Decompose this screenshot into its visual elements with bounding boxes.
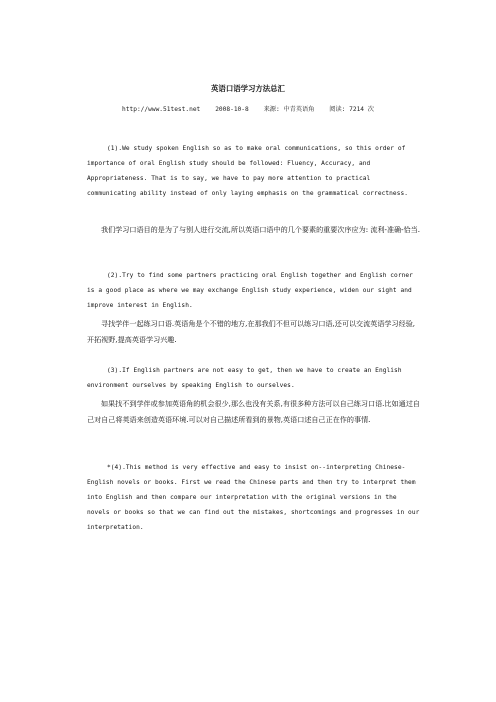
paragraph-text: (1).We study spoken English so as to make oral communications, so this order of importance of oral English study should be followed: Fluency, Accuracy, and Appropriateness. That is to say, we have to pay more attention to practical communicating ability instead of only laying emphasis on the grammatical correctness. bbox=[87, 145, 409, 197]
page-title: 英语口语学习方法总汇 bbox=[211, 84, 285, 93]
paragraph-text: 寻找学伴一起练习口语.英语角是个不错的地方,在那我们不但可以练习口语,还可以交流英语学习经验,开拓视野,提高英语学习兴趣. bbox=[87, 319, 416, 344]
paragraph-text: *(4).This method is very effective and easy to insist on--interpreting Chinese-English novels or books. First we read the Chinese parts and then try to interpret them into English and then compare our interpretation with the original versions in the novels or books so that we can find out the mistakes, shortcomings and progresses in our interpretation. bbox=[87, 464, 420, 531]
view-count: 阅读: 7214 次 bbox=[329, 106, 374, 113]
publish-date: 2008-10-8 bbox=[215, 106, 249, 113]
paragraph-1-en bbox=[87, 141, 422, 201]
paragraph-3-zh bbox=[87, 396, 422, 427]
paragraph-3-en bbox=[87, 363, 422, 393]
paragraph-1-zh bbox=[87, 222, 422, 238]
paragraph-text: (2).Try to find some partners practicing oral English together and English corner is a good place as where we may exchange English study experience, widen our sight and improve interest in English. bbox=[87, 272, 413, 309]
paragraph-text: 如果找不到学伴或参加英语角的机会很少,那么也没有关系,有很多种方法可以自己练习口语.比如通过自己对自己将英语来创造英语环境.可以对自己描述所看到的景物,英语口述自己正在作的事情. bbox=[87, 399, 420, 424]
source-url[interactable]: http://www.51test.net bbox=[122, 106, 201, 113]
paragraph-text: 我们学习口语目的是为了与别人进行交流,所以英语口语中的几个要素的重要次序应为: 流利-准确-恰当. bbox=[101, 225, 420, 234]
paragraph-4-en bbox=[87, 460, 422, 535]
paragraph-2-zh bbox=[87, 316, 422, 347]
article-meta bbox=[0, 104, 496, 113]
paragraph-text: (3).If English partners are not easy to get, then we have to create an English environment ourselves by speaking English to ourselves. bbox=[87, 367, 402, 389]
source-label: 来源: 中青英语角 bbox=[263, 106, 315, 113]
paragraph-2-en bbox=[87, 268, 422, 313]
